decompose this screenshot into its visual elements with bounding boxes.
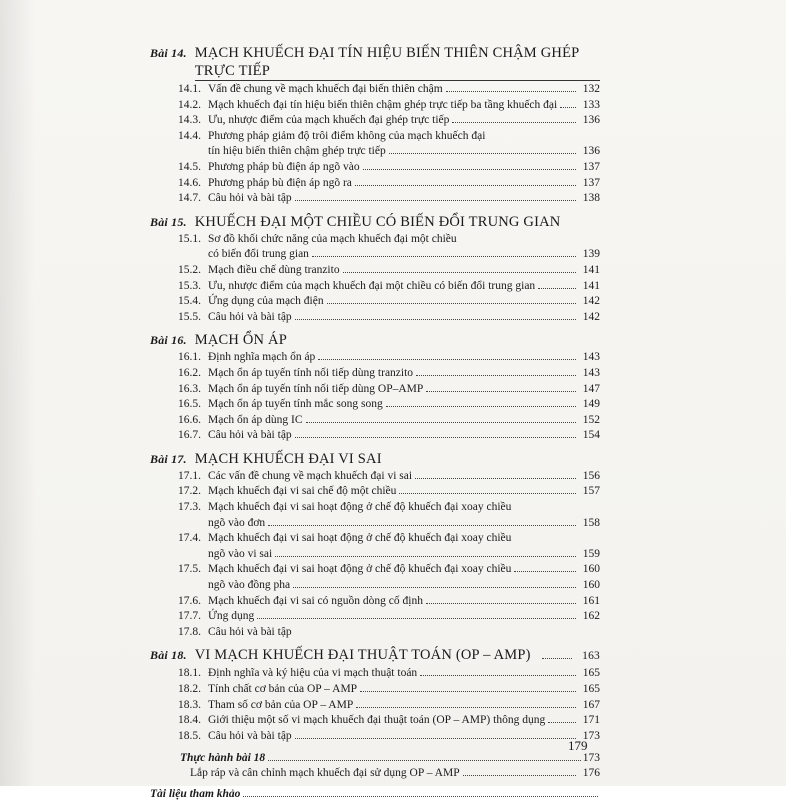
chapter-label: Bài 17. [150,451,187,466]
table-of-contents [150,44,600,802]
dot-leader [542,658,573,659]
entry-number: 14.6. [178,176,201,189]
entry-number: 14.7. [178,192,201,205]
entry-number: 17.1. [178,469,201,482]
entry-text: Câu hỏi và bài tập [208,429,292,442]
chapter-title: MẠCH ỔN ÁP [194,332,287,349]
references-heading[interactable] [150,786,600,802]
entry-number: 17.7. [178,610,201,623]
toc-entry[interactable] [150,562,600,578]
chapter-heading [150,646,600,665]
entry-text: Mạch ổn áp tuyến tính nối tiếp dùng tranzito [208,366,414,379]
entry-page: 137 [582,176,600,189]
dot-leader [416,374,576,376]
entry-number: 14.2. [178,98,201,111]
dot-leader [295,436,576,438]
dot-leader [318,358,576,360]
toc-entry[interactable] [150,516,600,532]
entry-text: Các vấn đề chung về mạch khuếch đại vi sai [208,469,413,482]
toc-entry[interactable] [150,98,600,114]
dot-leader [243,796,598,797]
entry-text: Ứng dụng [208,610,255,623]
toc-entry[interactable] [150,578,600,594]
chapter-heading [150,331,600,349]
entry-number: 15.4. [178,295,201,308]
entry-text: Mạch khuếch đại tín hiệu biến thiên chậm ghép trực tiếp ba tầng khuếch đại [208,98,558,111]
entry-number: 17.3. [178,501,201,514]
toc-entry[interactable] [150,176,600,192]
entry-page: 154 [582,429,600,442]
entry-text: Phương pháp bù điện áp ngõ ra [208,176,352,189]
entry-text: Ứng dụng của mạch điện [208,295,324,308]
entry-page: 141 [582,279,600,292]
dot-leader [327,302,576,304]
entry-page: 142 [582,310,600,323]
entry-text: Mạch ổn áp tuyến tính mắc song song [208,398,383,411]
toc-entry[interactable] [150,144,600,160]
entry-number: 17.2. [178,485,201,498]
toc-entry[interactable] [150,294,600,310]
chapter-heading [150,44,600,81]
entry-text: Phương pháp giảm độ trôi điểm không của mạch khuếch đại [208,129,486,142]
entry-number: 18.4. [178,714,201,727]
toc-entry[interactable] [150,113,600,129]
toc-section [150,44,600,207]
toc-entry[interactable] [150,698,600,714]
entry-text: Định nghĩa và ký hiệu của vi mạch thuật toán [208,667,418,680]
dot-leader [560,106,576,108]
entry-number: 16.6. [178,413,201,426]
entry-number: 18.5. [178,729,201,742]
chapter-title: MẠCH KHUẾCH ĐẠI VI SAI [194,450,382,467]
practice-item[interactable] [150,766,600,782]
entry-text: Định nghĩa mạch ổn áp [208,351,316,364]
toc-entry[interactable] [150,729,600,745]
entry-text: Phương pháp bù điện áp ngõ vào [208,160,360,173]
toc-entry[interactable] [150,484,600,500]
dot-leader [312,255,576,257]
entry-number: 17.4. [178,532,201,545]
dot-leader [343,271,576,273]
entry-text: Câu hỏi và bài tập [208,192,292,205]
entry-page: 160 [582,579,600,592]
entry-page: 133 [582,98,600,111]
toc-entry[interactable] [150,310,600,326]
dot-leader [386,405,576,407]
entry-number: 15.3. [178,279,201,292]
chapter-title: VI MẠCH KHUẾCH ĐẠI THUẬT TOÁN (OP – AMP) [194,647,531,664]
dot-leader [295,199,576,201]
dot-leader [268,524,576,526]
practice-item-page: 176 [582,767,600,780]
dot-leader [275,555,576,557]
entry-page: 147 [582,382,600,395]
toc-section [150,331,600,444]
entry-number: 15.1. [178,232,201,245]
entry-page: 158 [582,516,600,529]
entry-page: 138 [582,192,600,205]
entry-page: 157 [582,485,600,498]
entry-page: 156 [582,469,600,482]
entry-page: 160 [582,563,600,576]
entry-text: Tính chất cơ bản của OP – AMP [208,683,358,695]
dot-leader [268,760,581,761]
entry-text: Mạch ổn áp tuyến tính nối tiếp dùng OP–AMP [208,382,424,395]
entry-page: 143 [582,351,600,364]
entry-number: 17.6. [178,594,201,607]
entry-number: 17.8. [178,625,201,638]
entry-number: 18.1. [178,667,201,680]
dot-leader [257,617,576,619]
toc-section [150,213,600,326]
entry-page: 139 [582,248,600,261]
dot-leader [399,492,576,494]
dot-leader [363,168,576,170]
toc-entry[interactable] [150,232,600,248]
entry-text: Câu hỏi và bài tập [208,310,292,323]
entry-page: 159 [582,547,600,560]
entry-page: 137 [582,160,600,173]
chapter-label: Bài 15. [150,214,187,229]
entry-text: ngõ vào đồng pha [208,579,291,592]
entry-text: Sơ đồ khối chức năng của mạch khuếch đại một chiều [208,232,457,245]
toc-entry[interactable] [150,82,600,98]
dot-leader [446,90,576,92]
entry-number: 14.4. [178,129,201,142]
entry-number: 16.1. [178,351,201,364]
dot-leader [355,184,576,186]
entry-number: 17.5. [178,563,201,576]
toc-entry[interactable] [150,682,600,698]
dot-leader [426,602,576,604]
entry-page: 136 [582,114,600,127]
entry-text: Mạch khuếch đại vi sai hoạt động ở chế độ khuếch đại xoay chiều [208,563,512,576]
entry-text: ngõ vào đơn [208,516,266,529]
toc-entry[interactable] [150,713,600,729]
entry-text: Mạch điều chế dùng tranzito [208,263,340,276]
dot-leader [548,721,576,723]
entry-page: 149 [582,398,600,411]
entry-text: Mạch ổn áp dùng IC [208,413,303,426]
dot-leader [463,774,576,776]
entry-number: 14.3. [178,114,201,127]
dot-leader [306,421,576,423]
entry-number: 16.7. [178,429,201,442]
dot-leader [295,318,576,320]
entry-number: 15.5. [178,310,201,323]
entry-page: 132 [582,83,600,95]
dot-leader [415,477,576,479]
entry-text: Tham số cơ bản của OP – AMP [208,698,354,711]
entry-number: 15.2. [178,263,201,276]
toc-entry[interactable] [150,191,600,207]
practice-item-text: Lắp ráp và cân chỉnh mạch khuếch đại sử dụng OP – AMP [190,767,460,780]
toc-entry[interactable] [150,469,600,485]
entry-number: 16.5. [178,398,201,411]
toc-entry[interactable] [150,129,600,145]
entry-text: Ưu, nhược điểm của mạch khuếch đại ghép trực tiếp [208,114,450,127]
toc-entry[interactable] [150,609,600,625]
entry-page: 152 [582,413,600,426]
dot-leader [295,737,576,739]
toc-entry[interactable] [150,397,600,413]
dot-leader [420,674,576,676]
entry-text: Vấn đề chung về mạch khuếch đại biến thiên chậm [208,83,443,95]
entry-text: ngõ vào vi sai [208,547,273,560]
entry-number: 16.3. [178,382,201,395]
toc-entry[interactable] [150,366,600,382]
chapter-title: KHUẾCH ĐẠI MỘT CHIỀU CÓ BIẾN ĐỔI TRUNG GIAN [194,213,561,230]
toc-entry[interactable] [150,531,600,547]
toc-entry[interactable] [150,413,600,429]
entry-page: 162 [582,610,600,623]
references-title: Tài liệu tham khảo [150,787,241,800]
chapter-heading [150,213,600,231]
toc-entry[interactable] [150,160,600,176]
entry-page: 136 [582,145,600,158]
toc-section [150,646,600,744]
toc-entry[interactable] [150,350,600,366]
entry-page: 173 [582,729,600,742]
entry-page: 161 [582,594,600,607]
dot-leader [426,390,576,392]
entry-page: 143 [582,366,600,379]
toc-entry[interactable] [150,625,600,641]
chapter-heading [150,450,600,468]
entry-page: 165 [582,683,600,695]
dot-leader [293,586,576,588]
entry-number: 18.2. [178,683,201,695]
entry-text: Câu hỏi và bài tập [208,729,292,742]
toc-entry[interactable] [150,382,600,398]
toc-entry[interactable] [150,594,600,610]
toc-entry[interactable] [150,500,600,516]
entry-text: Mạch khuếch đại vi sai chế độ một chiều [208,485,397,498]
entry-text: Câu hỏi và bài tập [208,625,292,638]
toc-entry[interactable] [150,428,600,444]
entry-number: 14.1. [178,83,201,95]
dot-leader [452,121,576,123]
toc-entry[interactable] [150,279,600,295]
entry-page: 165 [582,667,600,680]
practice-title-page: 173 [582,752,600,765]
entry-text: tín hiệu biến thiên chậm ghép trực tiếp [208,145,386,158]
chapter-label: Bài 18. [150,648,187,663]
entry-page: 142 [582,295,600,308]
entry-number: 18.3. [178,698,201,711]
dot-leader [538,287,576,289]
toc-entry[interactable] [150,247,600,263]
entry-number: 14.5. [178,160,201,173]
chapter-page: 163 [582,650,600,663]
chapter-title: MẠCH KHUẾCH ĐẠI TÍN HIỆU BIẾN THIÊN CHẬM GHÉP TRỰC TIẾP [195,44,600,81]
entry-page: 141 [582,263,600,276]
chapter-label: Bài 14. [150,46,187,60]
entry-number: 16.2. [178,366,201,379]
entry-text: Mạch khuếch đại vi sai có nguồn dòng cố định [208,594,423,607]
entry-text: Mạch khuếch đại vi sai hoạt động ở chế độ khuếch đại xoay chiều [208,501,512,514]
entry-text: Ưu, nhược điểm của mạch khuếch đại một chiều có biến đổi trung gian [208,279,536,292]
entry-text: Giới thiệu một số vi mạch khuếch đại thuật toán (OP – AMP) thông dụng [208,714,546,727]
dot-leader [514,570,576,572]
toc-entry[interactable] [150,263,600,279]
entry-text: Mạch khuếch đại vi sai hoạt động ở chế độ khuếch đại xoay chiều [208,532,512,545]
toc-entry[interactable] [150,666,600,682]
toc-section [150,450,600,641]
practice-heading[interactable] [150,750,600,766]
chapter-label: Bài 16. [150,333,187,348]
dot-leader [360,690,576,692]
entry-page: 167 [582,698,600,711]
entry-page: 171 [582,714,600,727]
page-number: 179 [568,738,588,753]
entry-text: có biến đổi trung gian [208,248,309,261]
toc-entry[interactable] [150,547,600,563]
practice-title: Thực hành bài 18 [180,752,266,765]
dot-leader [356,706,576,708]
dot-leader [389,152,576,154]
